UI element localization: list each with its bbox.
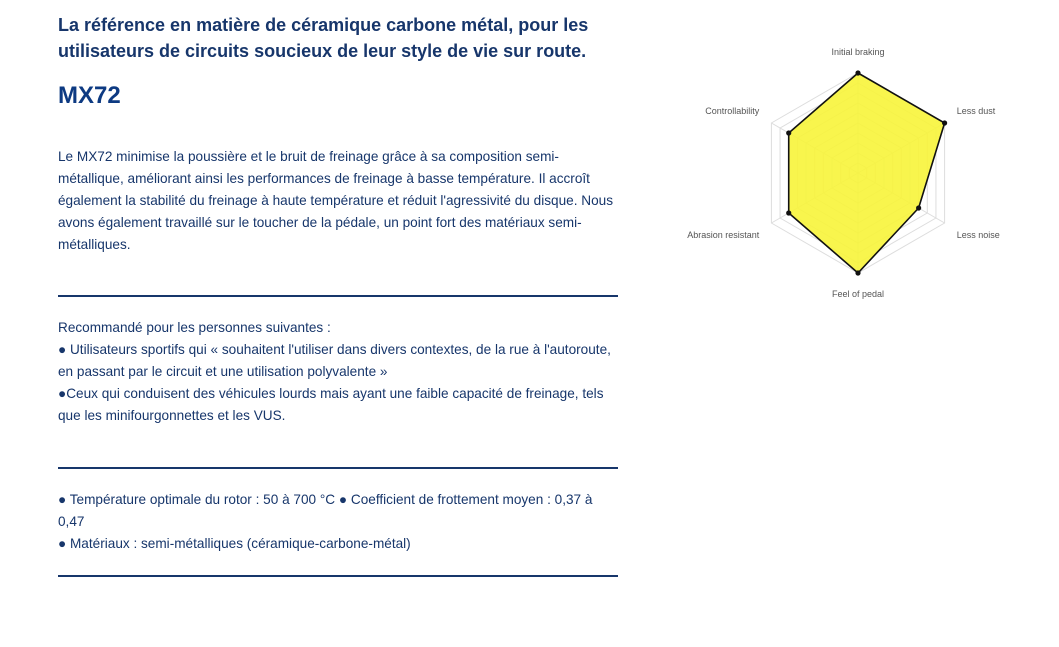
product-description (58, 146, 620, 256)
recommendation-heading: Recommandé pour les personnes suivantes : (58, 320, 331, 335)
data-point (786, 130, 791, 135)
data-point (855, 270, 860, 275)
recommendation-item: ● Utilisateurs sportifs qui « souhaitent l'utiliser dans divers contextes, de la rue à l'autoroute, en passant par le circuit et une utilisation polyvalente » (58, 342, 611, 379)
recommendation-block (58, 317, 620, 427)
divider (58, 575, 618, 577)
description-text: Le MX72 minimise la poussière et le bruit de freinage grâce à sa composition semi-métallique, améliorant ainsi les performances de freinage à basse température. Il accroît également la stabilité du freinage à haute température et réduit l'agressivité du disque. Nous avons également travaillé sur le toucher de la pédale, un point fort des matériaux semi-métalliques. (58, 149, 613, 252)
data-point (855, 70, 860, 75)
model-name: MX72 (58, 82, 121, 109)
data-area (789, 73, 945, 273)
divider (58, 467, 618, 469)
data-point (942, 120, 947, 125)
data-point (786, 210, 791, 215)
axis-label: Initial braking (831, 47, 885, 57)
radar-chart-svg (660, 38, 1040, 328)
headline: La référence en matière de céramique carbone métal, pour les utilisateurs de circuits soucieux de leur style de vie sur route. (58, 15, 589, 61)
spec-line: ● Matériaux : semi-métalliques (céramique-carbone-métal) (58, 536, 411, 551)
axis-label: Controllability (705, 106, 760, 116)
axis-label: Feel of pedal (831, 289, 885, 299)
data-point (916, 205, 921, 210)
radar-chart (660, 38, 1040, 328)
specs-block (58, 489, 620, 555)
spec-line: ● Température optimale du rotor : 50 à 700 °C ● Coefficient de frottement moyen : 0,37 à 0,47 (58, 492, 593, 529)
divider (58, 295, 618, 297)
axis-label: Less dust (956, 106, 996, 116)
axis-label: Less noise (956, 230, 1000, 240)
recommendation-item: ●Ceux qui conduisent des véhicules lourds mais ayant une faible capacité de freinage, tels que les minifourgonnettes et les VUS. (58, 386, 604, 423)
axis-label: Abrasion resistant (687, 230, 760, 240)
